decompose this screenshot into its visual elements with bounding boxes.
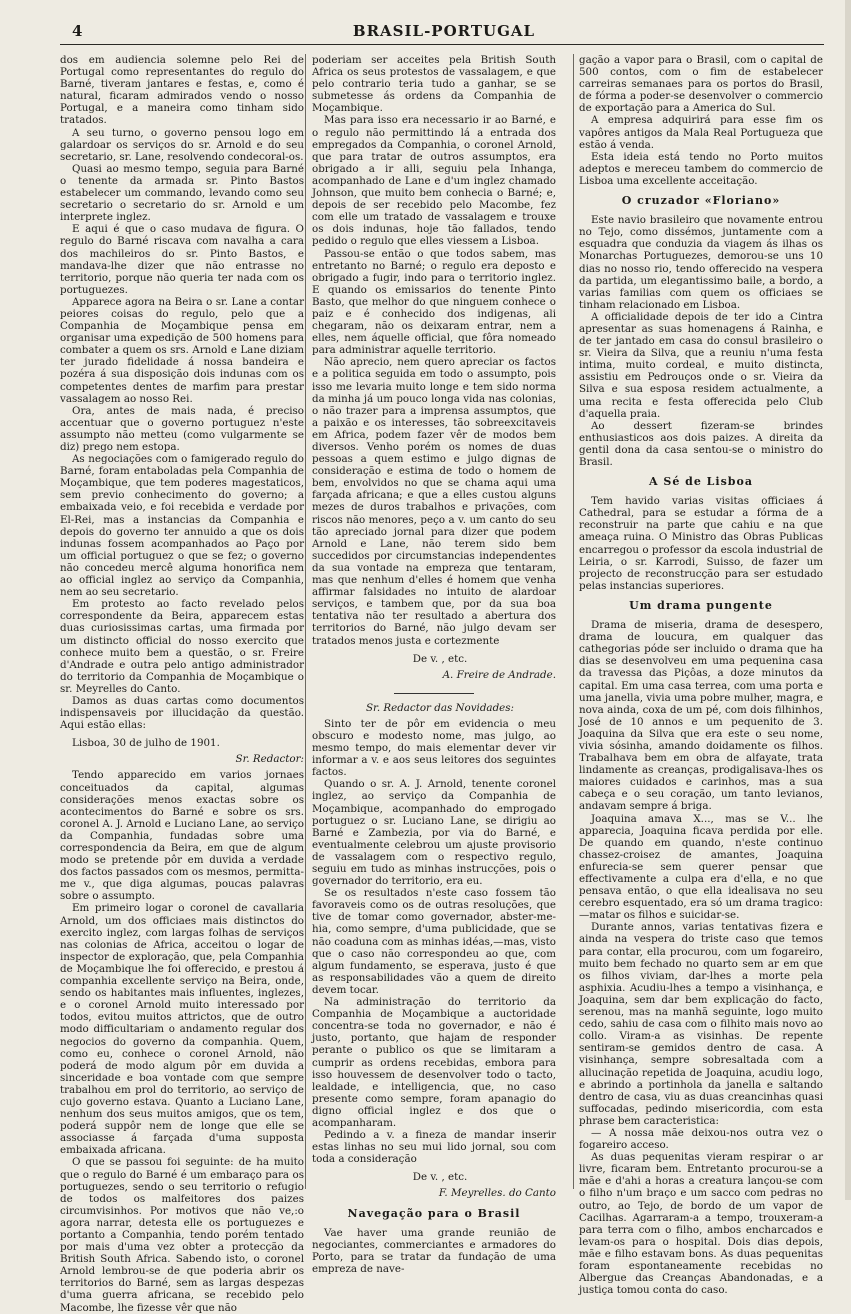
header-rule [60,44,824,45]
paragraph: Esta ideia está tendo no Porto muitos adeptos e mereceu tambem do commercio de Lisboa uma excellente acceitação. [579,150,823,187]
column-3 [579,54,823,1297]
letter-dateline: Lisboa, 30 de julho de 1901. [72,737,220,750]
separator [394,693,474,694]
letter-closing: De v. , etc. [412,652,468,665]
paragraph: Joaquina amava X..., mas se V... lhe apparecia, Joaquina ficava perdida por elle. De quando em quando, n'este continuo chassez-croisez de amantes, Joaquina enfurecia-se sem querer pensar que effectivamente a culpa era d'ella, e no que pensava então, o que ella idealisava no seu cerebro esquentado, era só um drama tragico:—matar os filhos e suicidar-se. [579,812,823,922]
page-number: 4 [72,22,83,40]
paragraph: A empresa adquirirá para esse fim os vapôres antigos da Mala Real Portugueza que estão á venda. [579,114,823,151]
paragraph: Apparece agora na Beira o sr. Lane a contar peiores coisas do regulo, pelo que a Companhia de Moçambique pensa em organisar uma expedição de 500 homens para combater a quem os srs. Arnold e Lane diziam ter jurado fidelidade á nossa bandeira e pozéra á sua disposição dois indunas com os competentes dentes de marfim para prestar vassalagem ao nosso Rei. [60,295,304,405]
paragraph: dos em audiencia solemne pelo Rei de Portugal como representantes do regulo do Barné, tiveram jantares e festas, e, como é natural, ficaram admirados vendo o nosso Portugal, e a maneira como tinham sido tratados. [60,54,304,127]
section-heading: O cruzador «Floriano» [621,194,781,208]
letter-signature: F. Meyrelles. do Canto [438,1187,556,1200]
paragraph: As negociações com o famigerado regulo do Barné, foram entaboladas pela Companhia de Moçambique, que tem poderes magestaticos, sem previo conhecimento do governo; a embaixada veio, e foi recebida e verdade por El-Rei, mas a instancias da Companhia e depois do governo ter annuido a que os dois indunas fossem acompanhados ao Paço por um official portuguez o que se fez; o governo não concedeu mercê alguma honorifica nem ao official inglez ao serviço da Companhia, nem ao seu secretario. [60,453,304,599]
paragraph: Quando o sr. A. J. Arnold, tenente coronel inglez, ao serviço da Companhia de Moçambique, acompanhado do emprogado portuguez o sr. Luciano Lane, se dirigiu ao Barné e Zambezia, por via do Barné, e eventualmente celebrou um ajuste provisorio de vassalagem com o respectivo regulo, seguiu em tudo as minhas instrucções, pois o governador do territorio, era eu. [312,778,556,888]
paragraph: — A nossa mãe deixou-nos outra vez o fogareiro acceso. [579,1126,823,1152]
column-divider [573,54,574,1189]
paragraph: Ao dessert fizeram-se brindes enthusiasticos aos dois paizes. A direita da gentil dona da casa sentou-se o ministro do Brasil. [579,419,823,468]
paragraph: Em protesto ao facto revelado pelos correspondente da Beira, apparecem estas duas curiosissimas cartas, uma firmada por um distincto official do nosso exercito que conhece muito bem a questão, o sr. Freire d'Andrade e outra pelo antigo administrador do territorio da Companhia de Moçambique o sr. Meyrelles do Canto. [60,598,304,695]
paragraph: Não aprecio, nem quero apreciar os factos e a politica seguida em todo o assumpto, pois isso me levaria muito longe e tem sido norma da minha já um pouco longa vida nas colonias, o não trazer para a imprensa assumptos, que a paixão e os interesses, tão sobreexcitaveis em Africa, podem fazer vêr de modos bem diversos. Venho porém os nomes de duas pessoas a quem estimo e julgo dignas de consideração e estima de todo o homem de bem, envolvidos no que se chama aqui uma farçada africana; e que a elles custou alguns mezes de duros trabalhos e privações, com riscos não menores, peço a v. um canto do seu tão apreciado jornal para dizer que podem Arnold e Lane, não terem sido bem succedidos por circumstancias independentes da sua vontade na empreza que tentaram, mas que nenhum d'elles é homem que venha affirmar falsidades no intuito de alardoar serviços, e tambem que, por da sua boa tentativa não ter resultado a abertura dos territorios do Barné, não julgo devam ser tratados menos justa e cortezmente [312,356,556,647]
paragraph: Tendo apparecido em varios jornaes conceituados da capital, algumas considerações menos exactas sobre os acontecimentos do Barné e sobre os srs. coronel A. J. Arnold e Luciano Lane, ao serviço da Companhia, fundadas sobre uma correspondencia da Beira, em que de algum modo se pretende pôr em duvida a verdade dos factos passados com os mesmos, permitta-me v., que diga algumas, poucas palavras sobre o assumpto. [60,769,304,903]
paragraph: Ora, antes de mais nada, é preciso accentuar que o governo portuguez n'este assumpto não metteu (como vulgarmente se diz) prego nem estopa. [60,404,304,453]
paragraph: Drama de miseria, drama de desespero, drama de loucura, em qualquer das cathegorias póde ser incluido o drama que ha dias se desenvolveu em uma pequenina casa da travessa das Piçôas, a doze minutos da capital. Em uma casa terrea, com uma porta e uma janella, vivia uma pobre mulher, magra, e nova ainda, coxa de um pé, com dois filhinhos, José de 10 annos e um pequenito de 3. Joaquina da Silva que era este o seu nome, vivia sósinha, amando doidamente os filhos. Trabalhava bem em obra de alfayate, trata lindamente as creanças, prodigalisava-lhes os maiores cuidados e carinhos, mas a sua cabeça e o seu coração, um tanto levianos, andavam sempre á briga. [579,619,823,813]
paragraph: Damos as duas cartas como documentos indispensaveis por illucidação da questão. Aqui estão ellas: [60,694,304,732]
paragraph: Quasi ao mesmo tempo, seguia para Barné o tenente da armada sr. Pinto Bastos estabelecer um commando, levando como seu secretario o secretario do sr. Arnold e um interprete inglez. [60,162,304,224]
column-2 [312,54,556,1275]
column-divider [305,54,306,1189]
paragraph: Pedindo a v. a fineza de mandar inserir estas linhas no seu mui lido jornal, sou com toda a consideração [312,1129,556,1166]
paragraph: Este navio brasileiro que novamente entrou no Tejo, como dissémos, juntamente com a esquadra que conduzia da viagem ás ilhas os Monarchas Portuguezes, demorou-se uns 10 dias no nosso rio, tendo offerecido na vespera da partida, um elegantissimo baile, a bordo, a varias familias com quem os officiaes se tinham relacionado em Lisboa. [579,214,823,311]
paragraph: O que se passou foi seguinte: de ha muito que o regulo do Barné é um embaraço para os portuguezes, sendo o seu territorio o refugio de todos os malfeitores dos paizes circumvisinhos. Por motivos que não ve,:o agora narrar, detesta elle os portuguezes e portanto a Companhia, tendo porém tentado por mais d'uma vez obter a protecção da British South Africa. Sabendo isto, o coronel Arnold lembrou-se de que poderia abrir os territorios do Barné, sem as largas despezas d'uma guerra africana, se recebido pelo Macombe, lhe fizesse vêr que não [60,1156,304,1314]
column-1 [60,54,304,1314]
paragraph: Mas para isso era necessario ir ao Barné, e o regulo não permittindo lá a entrada dos empregados da Companhia, o coronel Arnold, que para tratar de outros assumptos, era obrigado a ir alli, seguiu pela Inhanga, acompanhado de Lane e d'um inglez chamado Johnson, que muito bem conhecia o Barné; e, depois de ser recebido pelo Macombe, fez com elle um tratado de vassalagem e trouxe os dois indunas, hoje tão fallados, tendo pedido o regulo que elles viessem a Lisboa. [312,114,556,248]
paragraph: Se os resultados n'este caso fossem tão favoraveis como os de outras resoluções, que tive de tomar como governador, abster-me-hia, como sempre, d'uma publicidade, que se não coaduna com as minhas idéas,—mas, visto que o caso não correspondeu ao que, com algum fundamento, se esperava, justo é que as responsabilidades vão a quem de direito devem tocar. [312,887,556,996]
section-heading: Navegação para o Brasil [347,1206,521,1220]
paragraph: A seu turno, o governo pensou logo em galardoar os serviços do sr. Arnold e do seu secretario, sr. Lane, resolvendo condecoral-os. [60,126,304,163]
paragraph: Durante annos, varias tentativas fizera e ainda na vespera do triste caso que temos para contar, ella procurou, com um fogareiro, muito bem fechado no quarto sem ar em que os filhos viviam, dar-lhes a morte pela asphixia. Acudiu-lhes a tempo a visinhança, e Joaquina, sem dar bem explicação do facto, serenou, mas na manhã seguinte, logo muito cedo, sahiu de casa com o filhito mais novo ao collo. Viram-a as visinhas. De repente sentiram-se gemidos dentro de casa. A visinhança, sempre sobresaltada com a allucinação repetida de Joaquina, acudiu logo, e abrindo a portinhola da janella e saltando dentro de casa, viu as duas creancinhas quasi suffocadas, pedindo misericordia, com esta phrase bem caracteristica: [579,921,823,1127]
paragraph: Vae haver uma grande reunião de negociantes, commerciantes e armadores do Porto, para se tratar da fundação de uma empreza de nave- [312,1226,556,1275]
letter-signature: A. Freire de Andrade. [442,668,556,681]
paragraph: E aqui é que o caso mudava de figura. O regulo do Barné riscava com navalha a cara dos machileiros do sr. Pinto Bastos, e mandava-lhe dizer que não entrasse no territorio, porque não queria ter nada com os portuguezes. [60,223,304,296]
paragraph: poderiam ser acceites pela British South Africa os seus protestos de vassalagem, e que pelo contrario teria tudo a ganhar, se se submetesse ás ordens da Companhia de Moçambique. [312,54,556,115]
section-heading: Um drama pungente [629,598,773,612]
paragraph: gação a vapor para o Brasil, com o capital de 500 contos, com o fim de estabelecer carreiras semanaes para os portos do Brasil, de fórma a poder-se desenvolver o commercio de exportação para a America do Sul. [579,54,823,115]
paragraph: Em primeiro logar o coronel de cavallaria Arnold, um dos officiaes mais distinctos do exercito inglez, com largas folhas de serviços nas colonias de Africa, acceitou o logar de inspector de exploração, que, pela Companhia de Moçambique lhe foi offerecido, e prestou á companhia excellente serviço na Beira, onde, sendo os habitantes mais influentes, inglezes, e o coronel Arnold muito interessado por todos, evitou muitos attrictos, que de outro modo difficultariam o andamento regular dos negocios do governo da companhia. Quem, como eu, conhece o coronel Arnold, não poderá de modo algum pôr em duvida a sinceridade e boa vontade com que sempre trabalhou em prol do territorio, ao serviço de cujo governo estava. Quanto a Luciano Lane, nenhum dos seus muitos amigos, que os tem, poderá suppôr nem de longe que elle se associasse á farçada d'uma supposta embaixada africana. [60,902,304,1157]
paragraph: A officialidade depois de ter ido a Cintra apresentar as suas homenagens á Rainha, e de ter jantado em casa do consul brasileiro o sr. Vieira da Silva, que a reuniu n'uma festa intima, muito cordeal, e muito distincta, assistiu em Pedrouços onde o sr. Vieira da Silva e sua esposa residem actualmente, a uma recita e festa offerecida pelo Club d'aquella praia. [579,310,823,420]
paragraph: As duas pequenitas vieram respirar o ar livre, ficaram bem. Entretanto procurou-se a mãe e d'ahi a horas a creatura lançou-se com o filho n'um braço e um sacco com pedras no outro, ao Tejo, de bordo de um vapor de Cacilhas. Agarraram-a a tempo, trouxeram-a para terra com o filho, ambos encharcados e levam-os para o hospital. Dois dias depois, mãe e filho estavam bons. As duas pequenitas foram espontaneamente recebidas no Albergue das Creanças Abandonadas, e a justiça tomou conta do caso. [579,1151,823,1297]
paragraph: Passou-se então o que todos sabem, mas entretanto no Barné; o regulo era deposto e obrigado a fugir, indo para o territorio inglez. E quando os emissarios do tenente Pinto Basto, que melhor do que ninguem conhece o paiz e é conhecido dos indigenas, ali chegaram, não os deixaram entrar, nem a elles, nem áquelle official, que fôra nomeado para administrar aquelle territorio. [312,247,556,357]
page-edge [845,0,851,1200]
paragraph: Sinto ter de pôr em evidencia o meu obscuro e modesto nome, mas julgo, ao mesmo tempo, do mais elementar dever vir informar a v. e aos seus leitores dos seguintes factos. [312,717,556,779]
section-heading: A Sé de Lisboa [649,475,753,489]
letter-salutation: Sr. Redactor: [235,753,304,766]
masthead-title: BRASIL-PORTUGAL [352,22,536,40]
letter-salutation: Sr. Redactor das Novidades: [365,701,515,714]
page-header [72,22,816,42]
paragraph: Na administração do territorio da Companhia de Moçambique a auctoridade concentra-se toda no governador, e não é justo, portanto, que hajam de responder perante o publico os que se limitaram a cumprir as ordens recebidas, embora para isso houvessem de desenvolver todo o tacto, lealdade, e intelligencia, que, no caso presente como sempre, foram apanagio do digno official inglez e dos que o acompanharam. [312,996,556,1129]
letter-closing: De v. , etc. [412,1171,468,1184]
paragraph: Tem havido varias visitas officiaes á Cathedral, para se estudar a fórma de a reconstruir na parte que cahiu e na que ameaça ruina. O Ministro das Obras Publicas encarregou o professor da escola industrial de Leiria, o sr. Karrodi, Suisso, de fazer um projecto de reconstrucção para ser estudado pelas instancias superiores. [579,495,823,592]
